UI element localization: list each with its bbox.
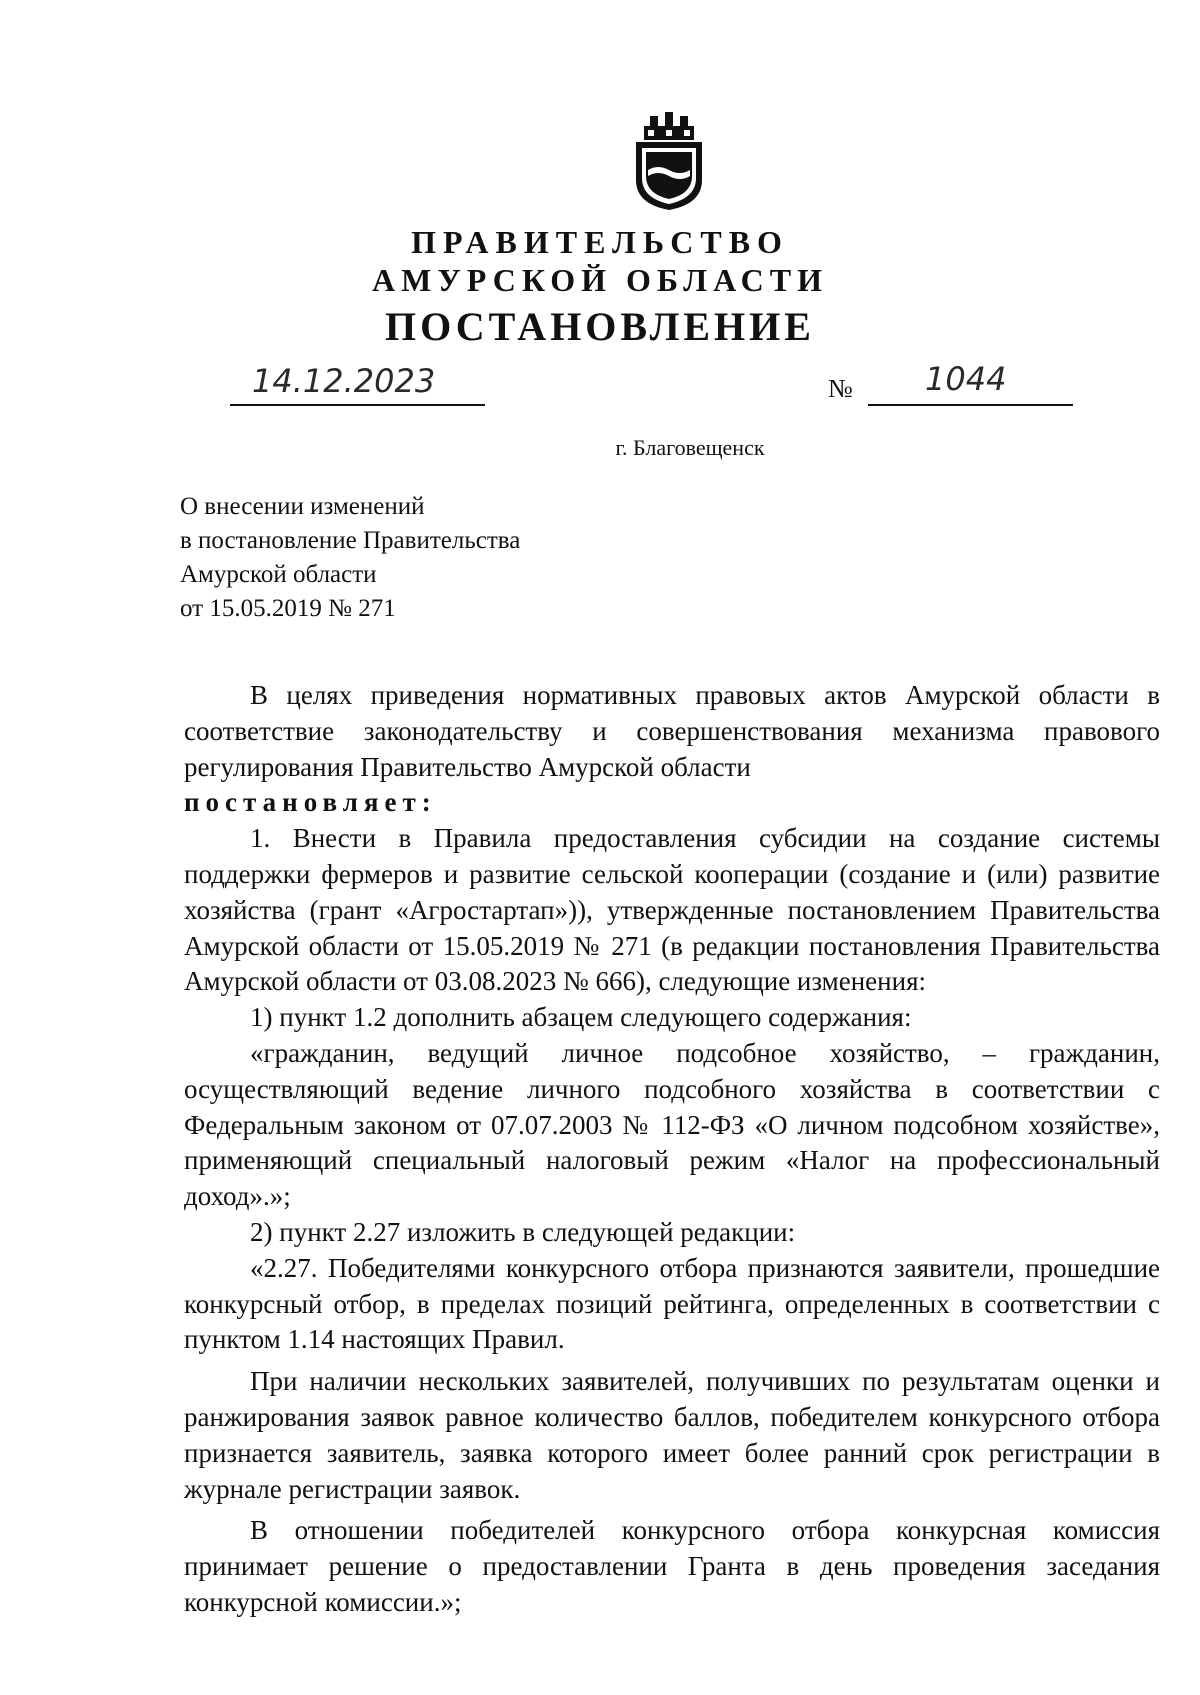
number-underline [868,404,1073,406]
subject-line: от 15.05.2019 № 271 [180,595,396,622]
document-type-heading: ПОСТАНОВЛЕНИЕ [385,304,815,349]
item-1-paragraph: 1. Внести в Правила предоставления субсидии на создание системы поддержки фермеров и развитие сельской кооперации (создание и (или) развитие хозяйства (грант «Агростартап»)), утвержденные постановлением Правительства Амурской области от 15.05.2019 № 271 (в редакции постановления Правительства Амурской области от 03.08.2023 № 666), следующие изменения: [184,823,1160,997]
subject-line: О внесении изменений [180,493,425,520]
decree-word: постановляет: [184,787,437,818]
city-name: г. Благовещенск [615,435,765,460]
document-date: 14.12.2023 [252,362,436,400]
government-heading: ПРАВИТЕЛЬСТВО [411,224,789,260]
document-subject [180,490,520,626]
subitem-1-paragraph: 1) пункт 1.2 дополнить абзацем следующего содержания: [250,1002,912,1033]
date-underline [230,404,485,406]
quote-2a-paragraph: «2.27. Победителями конкурсного отбора признаются заявители, прошедшие конкурсный отбор, в пределах позиций рейтинга, определенных в соответствии с пунктом 1.14 настоящих Правил. [184,1252,1160,1355]
intro-paragraph: В целях приведения нормативных правовых актов Амурской области в соответствие законодательству и совершенствования механизма правового регулирования Правительство Амурской области [184,680,1160,782]
region-heading: АМУРСКОЙ ОБЛАСТИ [372,262,828,298]
coat-of-arms-icon [628,112,710,212]
quote-1-paragraph: «гражданин, ведущий личное подсобное хозяйство, – гражданин, осуществляющий ведение личного подсобного хозяйства в соответствии с Федеральным законом от 07.07.2003 № 112-ФЗ «О личном подсобном хозяйстве», применяющий специальный налоговый режим «Налог на профессиональный доход».»; [184,1037,1160,1212]
subject-line: в постановление Правительства [180,527,521,554]
number-sign: № [828,374,853,403]
quote-2b-paragraph: При наличии нескольких заявителей, получивших по результатам оценки и ранжирования заявок равное количество баллов, победителем конкурсного отбора признается заявитель, заявка которого имеет более ранний срок регистрации в журнале регистрации заявок. [184,1366,1160,1504]
document-number: 1044 [925,360,1007,398]
subitem-2-paragraph: 2) пункт 2.27 изложить в следующей редакции: [250,1216,796,1247]
subject-line: Амурской области [180,561,377,588]
decree-line [184,785,1160,821]
document-body [184,678,1160,1621]
quote-2c-paragraph: В отношении победителей конкурсного отбора конкурсная комиссия принимает решение о предоставлении Гранта в день проведения заседания конкурсной комиссии.»; [184,1515,1160,1617]
